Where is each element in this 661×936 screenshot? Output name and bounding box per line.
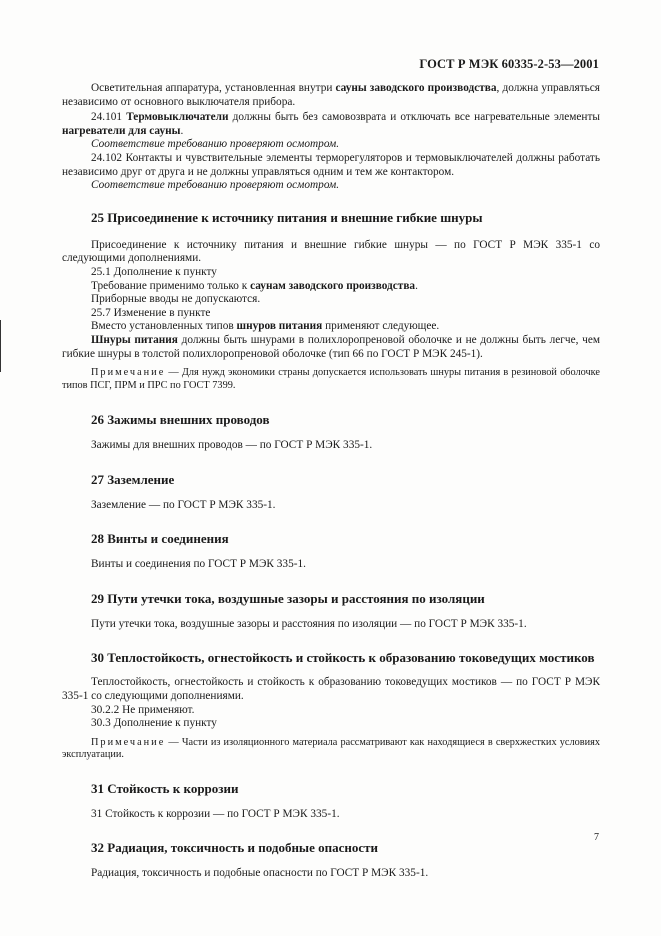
text: применяют следующее.	[322, 320, 440, 333]
note	[62, 737, 600, 762]
term: саунам заводского производства	[250, 279, 416, 292]
section-heading: 32 Радиация, токсичность и подобные опасности	[91, 840, 379, 856]
term: Термовыключатели	[126, 111, 229, 124]
paragraph: Винты и соединения по ГОСТ Р МЭК 335-1.	[91, 558, 306, 571]
note-label: Примечание	[91, 367, 166, 379]
section-heading: 31 Стойкость к коррозии	[91, 780, 239, 796]
text: должны быть шнурами в полихлоропреновой оболочке и не должны быть легче, чем гибкие шнуры в толстой полихлоропреновой оболочке (тип 66 по ГОСТ Р МЭК 245-1).	[62, 333, 600, 360]
note-label: Примечание	[91, 736, 166, 748]
paragraph: Приборные вводы не допускаются.	[91, 293, 261, 306]
document-body	[62, 82, 600, 881]
text: .	[415, 279, 418, 292]
paragraph: Заземление — по ГОСТ Р МЭК 335-1.	[91, 498, 276, 511]
note-text: — Части из изоляционного материала рассматривают как находящиеся в сверхжестких условиях эксплуатации.	[62, 736, 600, 761]
paragraph: 24.102 Контакты и чувствительные элементы терморегуляторов и термовыключателей должны работать независимо друг от друга и не должны управляться одним и тем же контактором.	[62, 151, 600, 178]
paragraph: 25.7 Изменение в пункте	[91, 306, 211, 319]
text: .	[180, 124, 184, 137]
paragraph: 25.1 Дополнение к пункту	[91, 265, 217, 278]
paragraph: Радиация, токсичность и подобные опасности по ГОСТ Р МЭК 335-1.	[91, 867, 429, 880]
paragraph	[62, 334, 600, 361]
compliance-check: Соответствие требованию проверяют осмотром.	[91, 179, 340, 192]
section-heading: 26 Зажимы внешних проводов	[91, 412, 270, 428]
text: 24.101	[91, 111, 127, 124]
paragraph	[62, 320, 600, 334]
note-text: — Для нужд экономики страны допускается использовать шнуры питания в резиновой оболочке типов ПСГ, ПРМ и ПРС по ГОСТ 7399.	[62, 367, 600, 391]
paragraph: Теплостойкость, огнестойкость и стойкость к образованию токоведущих мостиков — по ГОСТ Р МЭК 335-1 со следующими дополнениями.	[62, 676, 600, 703]
paragraph: 30.2.2 Не применяют.	[91, 703, 195, 716]
term: шнуров питания	[236, 320, 323, 333]
paragraph	[62, 82, 600, 109]
section-heading: 30 Теплостойкость, огнестойкость и стойкость к образованию токоведущих мостиков	[91, 650, 595, 666]
paragraph	[62, 111, 600, 138]
section-heading: 25 Присоединение к источнику питания и внешние гибкие шнуры	[91, 209, 483, 225]
page-number: 7	[594, 832, 599, 843]
paragraph: Присоединение к источнику питания и внешние гибкие шнуры — по ГОСТ Р МЭК 335-1 со следующими дополнениями.	[62, 238, 600, 265]
text: Осветительная аппаратура, установленная внутри	[91, 82, 336, 94]
paragraph	[62, 280, 600, 294]
term: сауны заводского производства	[335, 82, 497, 94]
paragraph: 31 Стойкость к коррозии — по ГОСТ Р МЭК 335-1.	[91, 807, 340, 820]
change-bar	[0, 320, 1, 372]
text: должны быть без самовозврата и отключать все нагревательные элементы	[228, 111, 600, 124]
text: Требование применимо только к	[91, 279, 251, 292]
term: Шнуры питания	[91, 333, 178, 346]
compliance-check: Соответствие требованию проверяют осмотром.	[91, 138, 340, 151]
section-heading: 28 Винты и соединения	[91, 531, 229, 547]
text: Вместо установленных типов	[91, 320, 237, 333]
text: , должна управляться независимо от основного выключателя прибора.	[62, 82, 601, 108]
paragraph: 30.3 Дополнение к пункту	[91, 717, 217, 730]
paragraph: Зажимы для внешних проводов — по ГОСТ Р МЭК 335-1.	[91, 439, 373, 452]
paragraph: Пути утечки тока, воздушные зазоры и расстояния по изоляции — по ГОСТ Р МЭК 335-1.	[91, 617, 527, 630]
term: нагреватели для сауны	[62, 124, 181, 137]
section-heading: 27 Заземление	[91, 471, 175, 487]
section-heading: 29 Пути утечки тока, воздушные зазоры и расстояния по изоляции	[91, 590, 485, 606]
note	[62, 367, 600, 392]
document-header: ГОСТ Р МЭК 60335-2-53—2001	[419, 57, 599, 71]
